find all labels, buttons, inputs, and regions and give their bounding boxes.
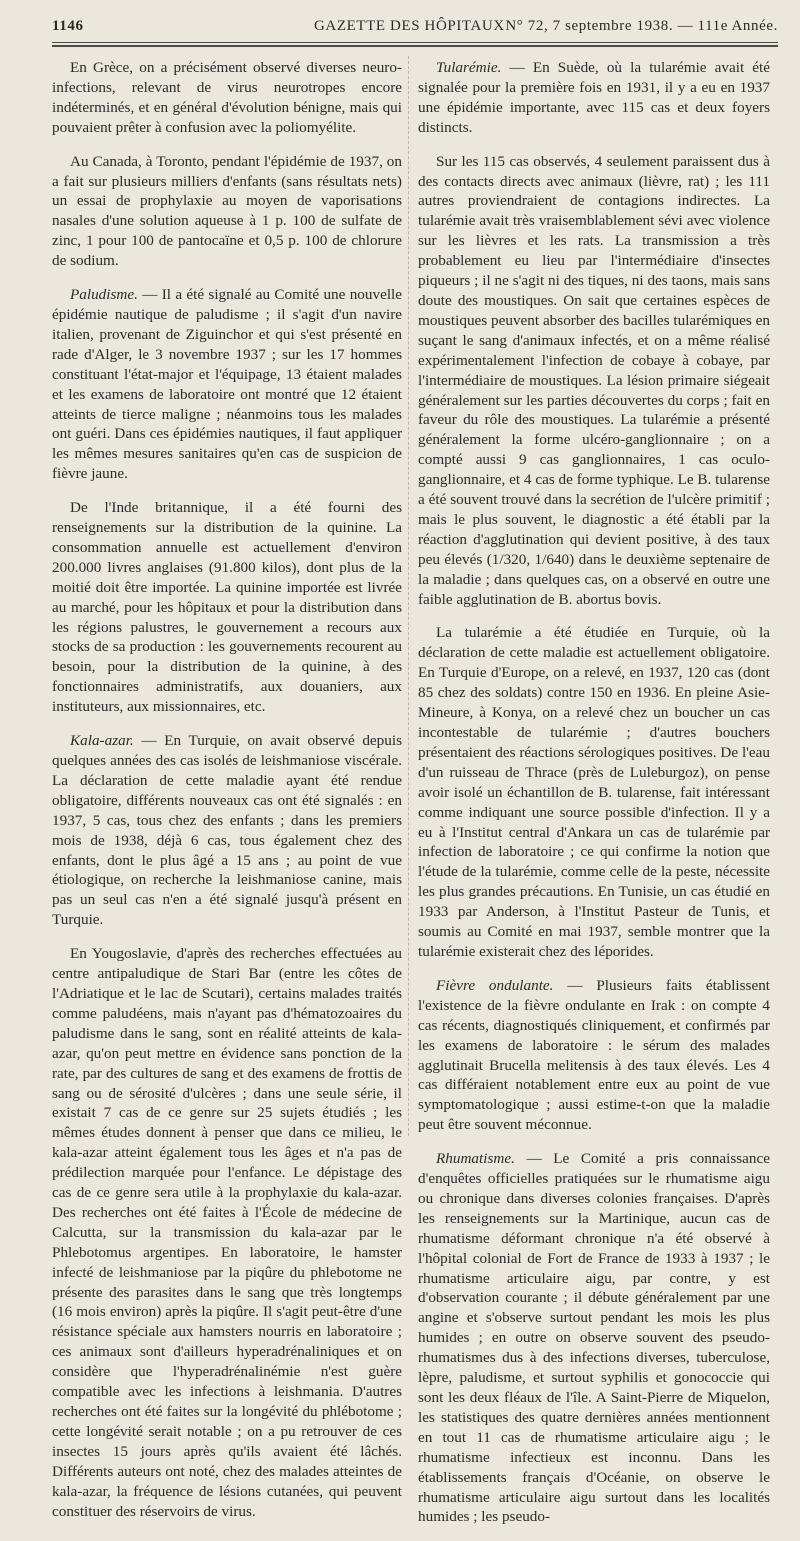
paragraph [52,944,402,1521]
section-heading: Kala-azar. [70,732,134,750]
header-rule [52,42,778,43]
paragraph-text: Au Canada, à Toronto, pendant l'épidémie de 1937, on a fait sur plusieurs milliers d'enfants (sans résultats nets) un essai de prophylaxie au moyen de vaporisations nasales d'une solution aqueuse à 1 p. 100 de sulfate de zinc, 1 pour 100 de pantocaïne et 0,5 p. 100 de chlorure de sodium. [52,152,402,270]
paragraph [52,152,402,271]
paragraph [418,152,770,610]
paragraph-text: — En Suède, où la tularémie avait été signalée pour la première fois en 1931, il y a eu en 1937 une épidémie importante, avec 115 cas et deux foyers distincts. [418,59,770,136]
section-heading: Tularémie. [436,59,502,76]
paragraph [52,731,402,930]
paragraph [418,58,770,138]
issue-info: N° 72, 7 septembre 1938. — 111e Année. [505,18,778,34]
paragraph-text: En Grèce, on a précisément observé diverses neuro-infections, relevant de virus neurotropes encore indéterminés, et en général d'évolution bénigne, mais qui pouvaient prêter à confusion avec la poliomyélite. [52,59,402,136]
page-number: 1146 [52,18,84,34]
section-heading: Paludisme. [70,286,138,304]
paragraph-text: — En Turquie, on avait observé depuis quelques années des cas isolés de leishmaniose viscérale. La déclaration de cette maladie ayant été rendue obligatoire, différents nouveaux cas ont été signalés : en 1937, 5 cas, tous chez des enfants ; dans les premiers mois de 1938, déjà 6 cas, tous également chez des enfants, dont le plus âgé a 15 ans ; au point de vue étiologique, on recherche la leishmaniose canine, mais pas un seul cas n'en a été signalé jusqu'à présent en Turquie. [52,732,402,929]
column-divider [408,56,409,1136]
journal-title: GAZETTE DES HÔPITAUX [314,18,505,34]
paragraph-text: La tularémie a été étudiée en Turquie, où la déclaration de cette maladie est actuellement obligatoire. En Turquie d'Europe, on a relevé, en 1937, 120 cas (dont 85 chez des soldats) contre 150 en 1936. En pleine Asie-Mineure, à Konya, on a relevé chez un boucher un cas incontestable de tularémie ; d'autres bouchers présentaient des réactions sérologiques positives. De l'eau d'un ruisseau de Thrace (près de Luleburgoz), on pense avoir isolé un échantillon de B. tularense, fait intéressant comme indiquant une source possible d'infection. Il y a eu à l'Institut central d'Ankara un cas de tularémie par infection de laboratoire ; ce qui confirme la notion que l'étude de la tularémie, comme celle de la peste, nécessite les plus grandes précautions. En Tunisie, un cas étudié en 1933 par Anderson, à l'Institut Pasteur de Tunis, et soumis au Comité en mai 1937, semble montrer que la tularémie existerait chez des léporides. [418,624,770,960]
paragraph-text: Sur les 115 cas observés, 4 seulement paraissent dus à des contacts directs avec animaux (lièvre, rat) ; les 111 autres proviendraient de contagions indirectes. La tularémie avait très vraisemblablement sévi avec violence sur les lièvres et les rats. La transmission a très probablement eu lieu par l'intermédiaire d'insectes piqueurs ; il ne s'agit ni des tiques, ni des taons, mais sans doute des moustiques. On sait que certaines espèces de moustiques peuvent absorber des bacilles tularémiques en suçant le sang d'animaux infectés, et on a même réalisé expérimentalement l'infection de cobaye à cobaye, par l'intermédiaire de moustiques. La lésion primaire siégeait généralement sur les parties découvertes du corps ; fait en faveur du rôle des moustiques. La tularémie a présenté généralement la forme ulcéro-ganglionnaire ; on a compté aussi 9 cas ganglionnaires, 1 cas oculo-ganglionnaire, et 4 cas de forme typhique. Le B. tularense a été souvent trouvé dans la secrétion de l'ulcère primitif ; mais le plus souvent, le diagnostic a été établi par la réaction d'agglutination qui devient positive, à des taux peu élevés (1/320, 1/640) dans le deuxième septenaire de la maladie ; dans quelques cas, on a observé en outre une faible agglutination de B. abortus bovis. [418,152,770,608]
paragraph-text: En Yougoslavie, d'après des recherches effectuées au centre antipaludique de Stari Bar (entre les côtes de l'Adriatique et le lac de Scutari), certains malades traités comme paludéens, mais n'ayant pas d'hématozoaires du paludisme dans le sang, sont en réalité atteints de kala-azar, qu'on peut mettre en évidence sans ponction de la rate, par des cultures de sang et des examens de frottis de sang ou de sérosité d'ulcères ; dans une seule série, il existait 7 cas de ce genre sur 25 sujets étudiés ; les mêmes études donnent à penser que dans ce milieu, le kala-azar atteint également tous les âges et n'a pas de prédilection marquée pour l'enfance. Le dépistage des cas de ce genre sera utile à la prophylaxie du kala-azar. Des recherches ont été faites à l'École de médecine de Calcutta, sur la transmission du kala-azar par le Phlebotomus argentipes. En laboratoire, le hamster infecté de leishmaniose par la piqûre du phlebotome ne présente des parasites dans le sang que très longtemps (16 mois environ) après la piqûre. Il s'agit peut-être d'une résistance spéciale aux hamsters nourris en laboratoire ; ces animaux sont d'ailleurs hyperadrénaliniques et on considère que l'hyperadrénalinémie n'est guère compatible avec les infections à leishmania. D'autres recherches ont été faites sur la longévité du phlébotome ; cette longévité serait notable ; on a pu retrouver de ces insectes 15 jours après qu'ils avaient été lâchés. Différents auteurs ont noté, chez des malades atteintes de kala-azar, la fréquence de lésions cutanées, qui peuvent constituer des réservoirs de virus. [52,945,402,1520]
right-column [418,58,770,1541]
left-column [52,58,402,1535]
paragraph [418,976,770,1135]
paragraph [52,285,402,484]
paragraph [418,623,770,961]
page-header [52,16,786,40]
paragraph [418,1149,770,1527]
paragraph-text: — Plusieurs faits établissent l'existence de la fièvre ondulante en Irak : on compte 4 cas récents, diagnostiqués cliniquement, et confirmés par les examens de laboratoire : le sérum des malades agglutinait Brucella melitensis à des taux élevés. Les 4 cas différaient notablement entre eux au point de vue symptomatologique ; aussi estime-t-on que la maladie peut être souvent méconnue. [418,976,771,1134]
paragraph-text: — Il a été signalé au Comité une nouvelle épidémie nautique de paludisme ; il s'agit d'un navire italien, provenant de Ziguinchor et qui s'est présenté en rade d'Alger, le 3 novembre 1937 ; sur les 17 hommes constituant l'état-major et l'équipage, 13 étaient malades et les examens de laboratoire ont montré que 12 étaient atteints de tierce maligne ; néanmoins tous les malades ont guéri. Dans ces épidémies nautiques, il faut appliquer les mêmes mesures sanitaires qu'en cas de suspicion de fièvre jaune. [52,286,402,483]
paragraph-text: De l'Inde britannique, il a été fourni des renseignements sur la distribution de la quinine. La consommation annuelle est actuellement d'environ 200.000 livres anglaises (91.800 kilos), dont plus de la moitié doit être importée. La quinine importée est livrée au marché, pour les hôpitaux et pour la distribution dans les régions palustres, le gouvernement a recours aux stocks de sa production : les gouvernements recourent au besoin, pour la distribution de la quinine, à des fonctionnaires administratifs, aux douaniers, aux instituteurs, aux missionnaires, etc. [52,499,402,716]
header-rule-double [52,45,778,47]
section-heading: Fièvre ondulante. [436,976,554,994]
paragraph [52,498,402,717]
paragraph [52,58,402,138]
section-heading: Rhumatisme. [436,1150,515,1168]
paragraph-text: — Le Comité a pris connaissance d'enquêtes officielles pratiquées sur le rhumatisme aigu ou chronique dans diverses colonies françaises. D'après les renseignements sur la Martinique, aucun cas de rhumatisme déformant chronique n'a été observé à l'hôpital colonial de Fort de France de 1933 à 1937 ; le rhumatisme articulaire aigu, par contre, y est d'observation courante ; il débute généralement par une angine et s'observe surtout pendant les mois les plus humides ; en outre on observe souvent des pseudo-rhumatismes dus à des infections diverses, tuberculose, lèpre, paludisme, et surtout syphilis et gonococcie qui sont les deux fléaux de l'île. A Saint-Pierre de Miquelon, les statistiques des quatre dernières années mentionnent en tout 11 cas de rhumatisme articulaire aigu ; le rhumatisme infectieux est inconnu. Dans les établissements français d'Océanie, on observe le rhumatisme articulaire aigu surtout dans les localités humides ; les pseudo- [418,1150,770,1526]
